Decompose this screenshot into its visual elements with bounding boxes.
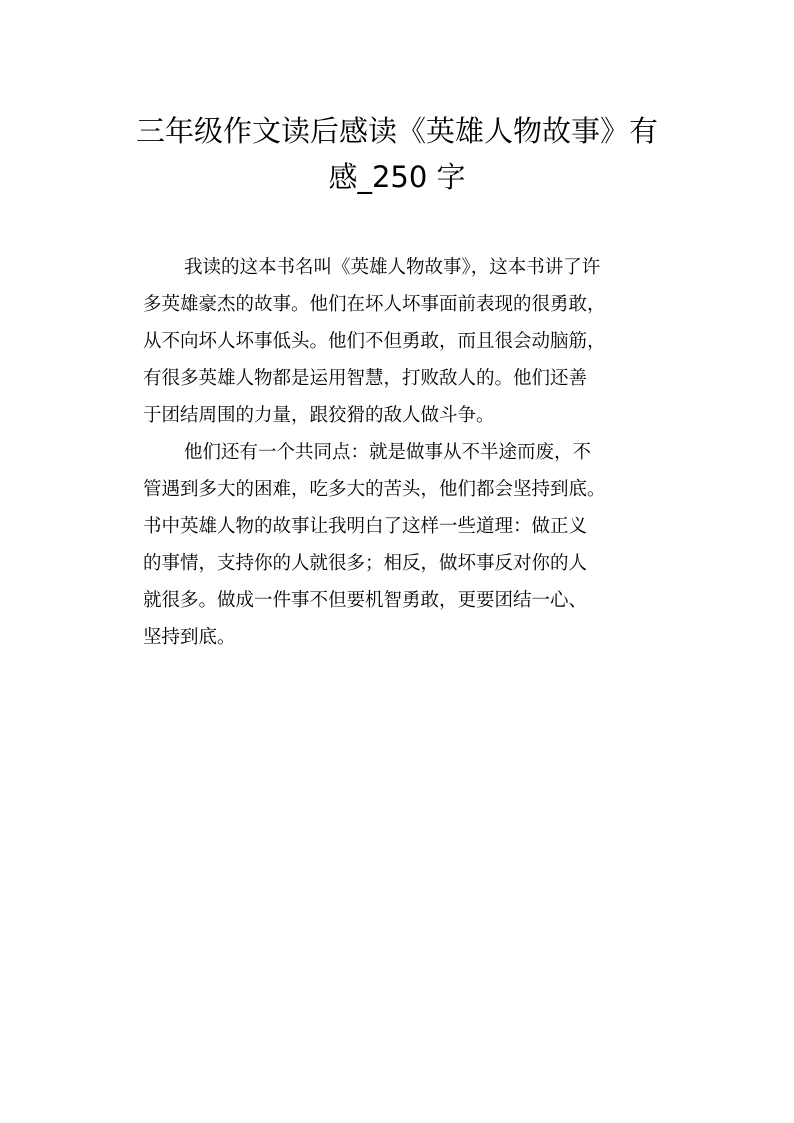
essay-body xyxy=(143,249,663,656)
document-title xyxy=(100,108,694,200)
title-line-2: 感_250 字 xyxy=(328,160,466,194)
paragraph-2 xyxy=(143,434,663,656)
title-line-1: 三年级作文读后感读《英雄人物故事》有 xyxy=(135,114,658,148)
paragraph-1-line-5: 于团结周围的力量，跟狡猾的敌人做斗争。 xyxy=(143,405,495,426)
paragraph-1-line-1: 我读的这本书名叫《英雄人物故事》，这本书讲了许 xyxy=(184,257,601,278)
paragraph-1-line-2: 多英雄豪杰的故事。他们在坏人坏事面前表现的很勇敢， xyxy=(143,294,606,315)
paragraph-2-line-4: 的事情，支持你的人就很多；相反，做坏事反对你的人 xyxy=(143,553,588,574)
paragraph-2-line-6: 坚持到底。 xyxy=(143,627,236,648)
paragraph-1 xyxy=(143,249,663,434)
paragraph-1-line-3: 从不向坏人坏事低头。他们不但勇敢，而且很会动脑筋， xyxy=(143,331,606,352)
paragraph-2-line-1: 他们还有一个共同点：就是做事从不半途而废，不 xyxy=(184,442,592,463)
paragraph-1-line-4: 有很多英雄人物都是运用智慧，打败敌人的。他们还善 xyxy=(143,368,588,389)
paragraph-2-line-5: 就很多。做成一件事不但要机智勇敢，更要团结一心、 xyxy=(143,590,588,611)
paragraph-2-line-3: 书中英雄人物的故事让我明白了这样一些道理：做正义 xyxy=(143,516,588,537)
paragraph-2-line-2: 管遇到多大的困难，吃多大的苦头，他们都会坚持到底。 xyxy=(143,479,606,500)
